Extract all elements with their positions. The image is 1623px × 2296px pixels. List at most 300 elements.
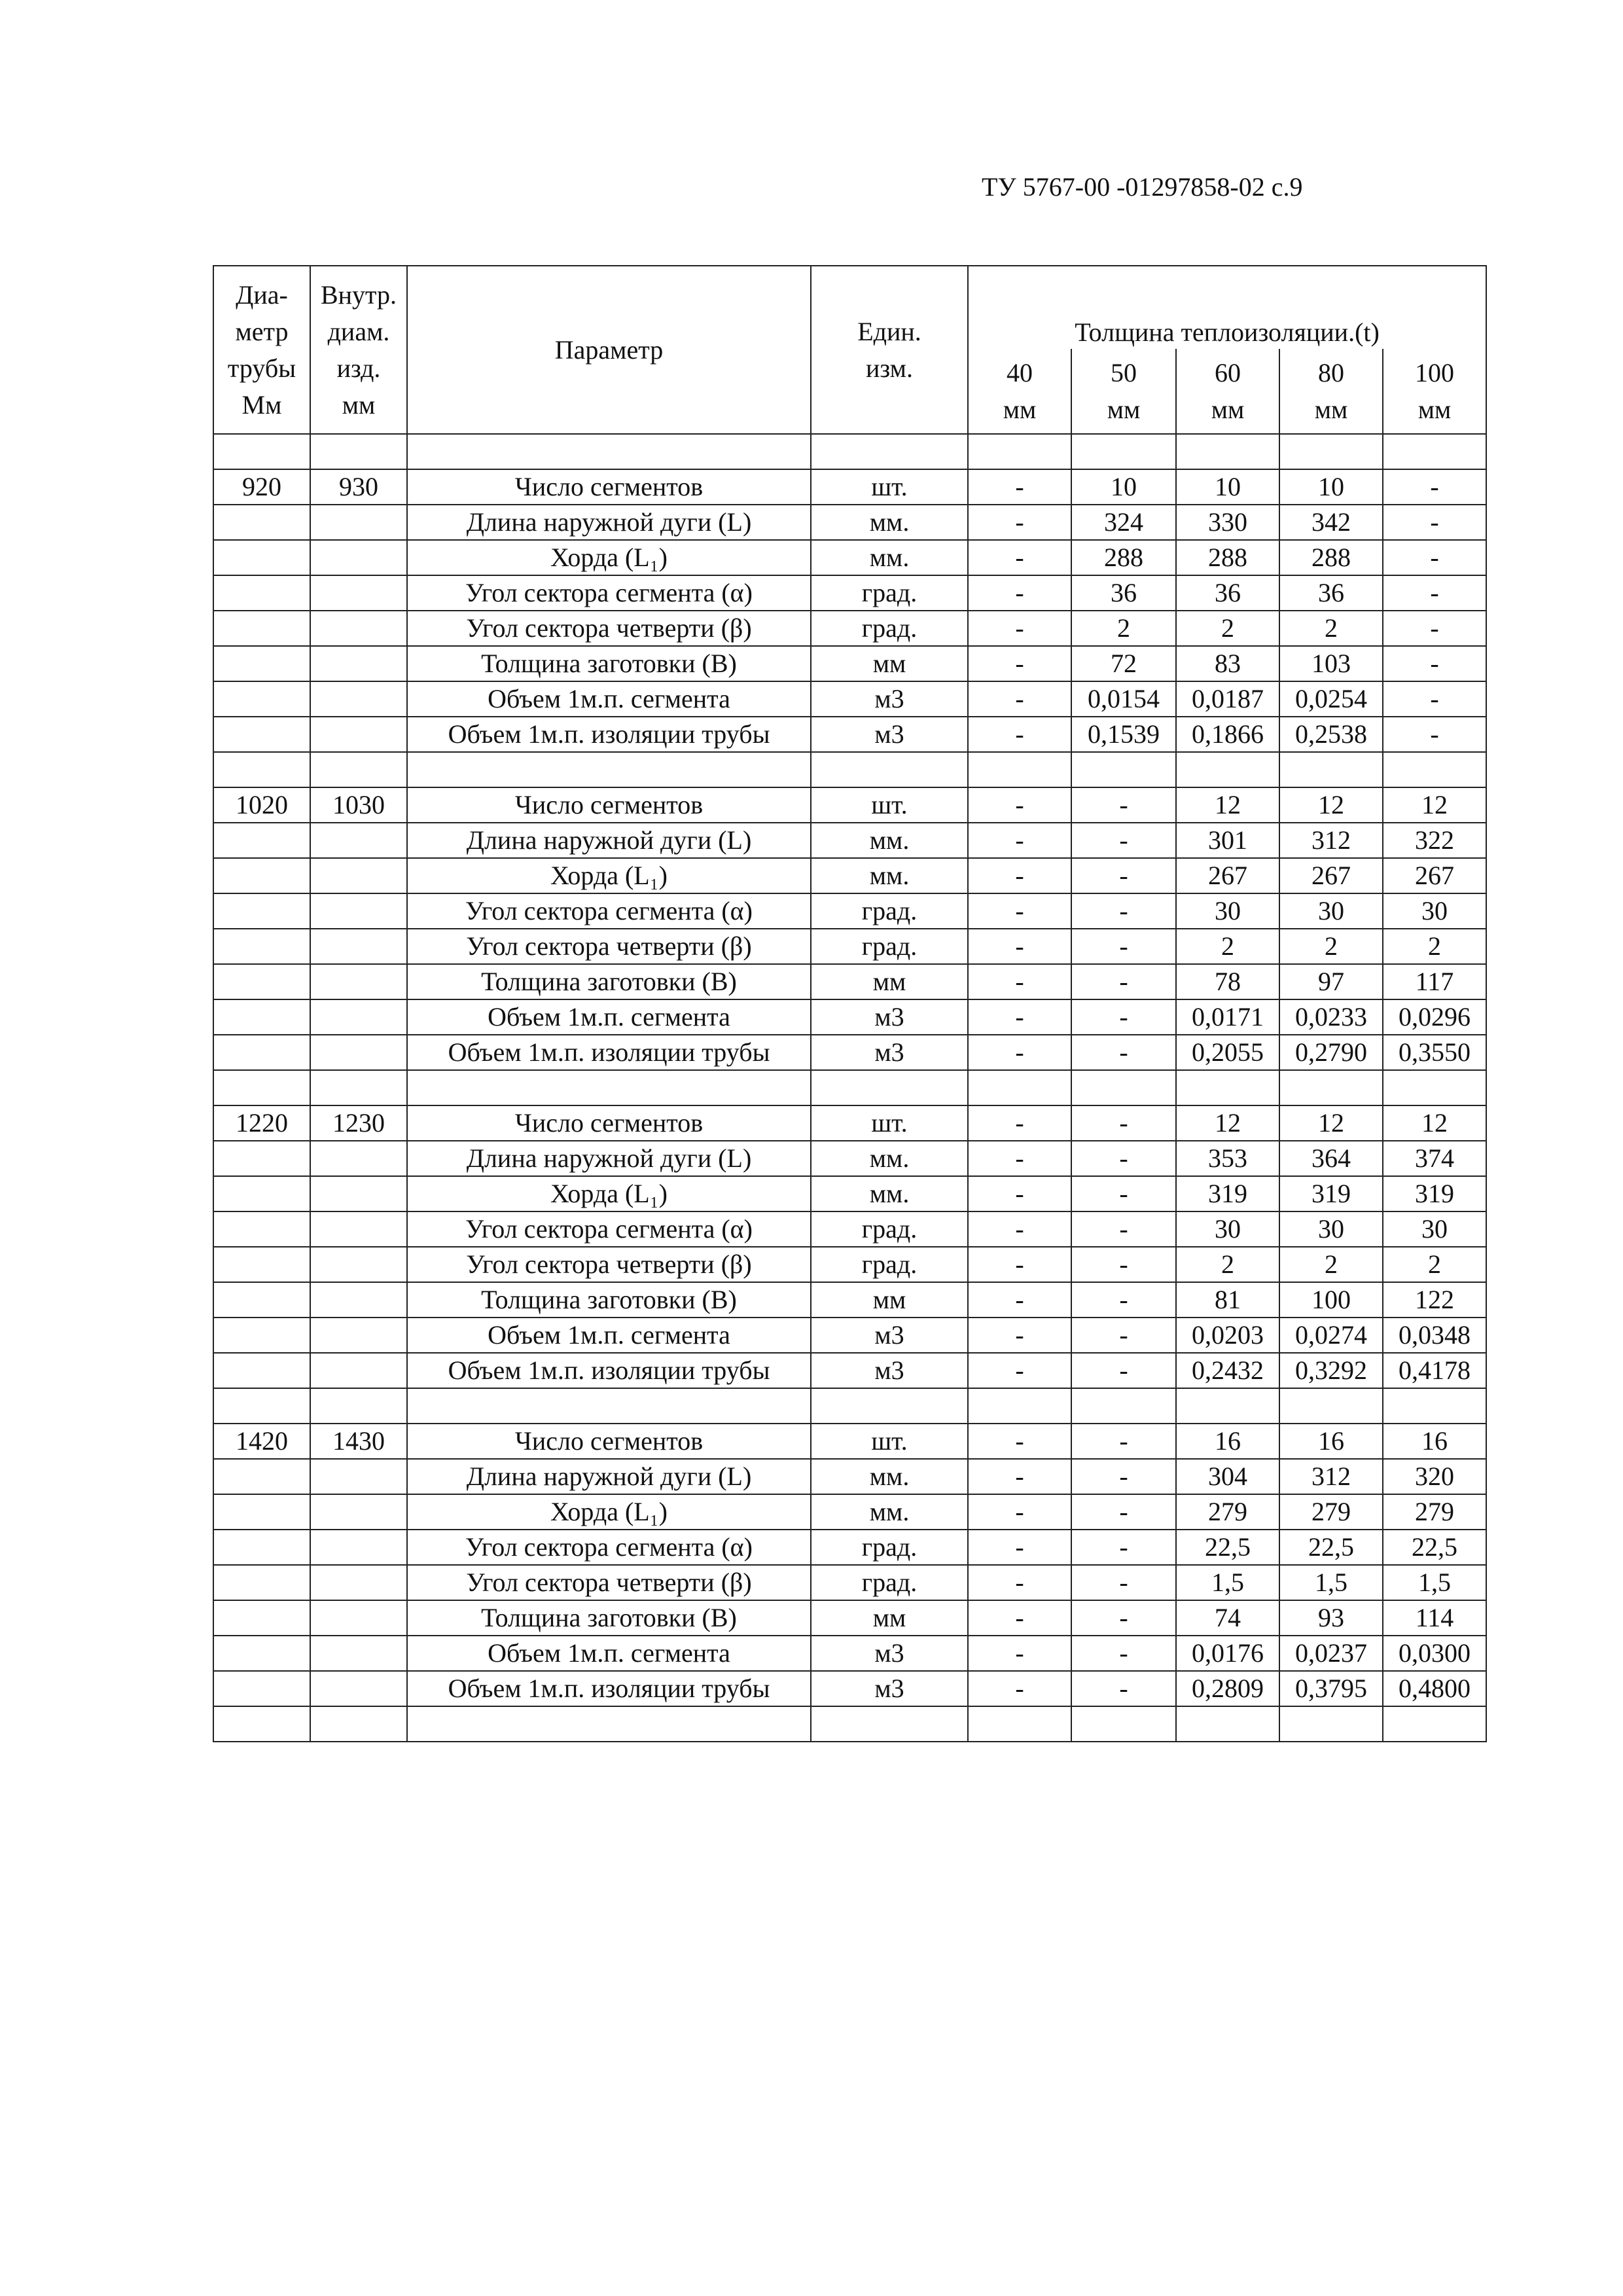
value-cell: 288 [1176, 540, 1279, 575]
value-cell: - [968, 1565, 1071, 1600]
value-cell: 122 [1383, 1282, 1486, 1318]
pipe-diameter-cell [213, 1671, 310, 1706]
pipe-diameter-cell [213, 1035, 310, 1070]
value-cell: 322 [1383, 823, 1486, 858]
value-cell: - [1071, 1530, 1176, 1565]
value-cell: 0,0176 [1176, 1636, 1279, 1671]
value-cell: 12 [1383, 787, 1486, 823]
value-cell: - [1071, 823, 1176, 858]
value-cell: - [968, 1600, 1071, 1636]
table-row [213, 611, 1486, 646]
unit-cell: мм. [811, 540, 968, 575]
parameter-cell: Число сегментов [407, 1424, 811, 1459]
unit-cell: град. [811, 1247, 968, 1282]
value-cell: - [968, 646, 1071, 681]
value-cell: - [1071, 1282, 1176, 1318]
col-header-thickness-3: 80 мм [1279, 349, 1383, 434]
value-cell: 279 [1176, 1494, 1279, 1530]
value-cell: 1,5 [1383, 1565, 1486, 1600]
value-cell: - [1071, 1600, 1176, 1636]
table-row [213, 1035, 1486, 1070]
table-row [213, 929, 1486, 964]
value-cell: 342 [1279, 505, 1383, 540]
value-cell: - [1071, 1636, 1176, 1671]
value-cell: 267 [1279, 858, 1383, 893]
value-cell: 81 [1176, 1282, 1279, 1318]
value-cell: 2 [1176, 1247, 1279, 1282]
value-cell: 279 [1383, 1494, 1486, 1530]
inner-diameter-cell [310, 717, 407, 752]
value-cell: 267 [1383, 858, 1486, 893]
value-cell: - [968, 1459, 1071, 1494]
value-cell: - [1071, 1424, 1176, 1459]
parameter-cell: Длина наружной дуги (L) [407, 505, 811, 540]
value-cell: - [968, 1176, 1071, 1211]
value-cell: - [968, 505, 1071, 540]
value-cell: - [1071, 1459, 1176, 1494]
header-spacer-row [213, 434, 1486, 469]
value-cell: - [1071, 1247, 1176, 1282]
value-cell: 16 [1383, 1424, 1486, 1459]
value-cell: - [1071, 1035, 1176, 1070]
value-cell: 2 [1279, 611, 1383, 646]
value-cell: 0,4800 [1383, 1671, 1486, 1706]
value-cell: 0,0274 [1279, 1318, 1383, 1353]
value-cell: 304 [1176, 1459, 1279, 1494]
table-row [213, 1600, 1486, 1636]
inner-diameter-cell [310, 1247, 407, 1282]
value-cell: - [1383, 646, 1486, 681]
value-cell: 22,5 [1383, 1530, 1486, 1565]
inner-diameter-cell [310, 929, 407, 964]
value-cell: 0,1866 [1176, 717, 1279, 752]
inner-diameter-cell [310, 1176, 407, 1211]
value-cell: 0,3550 [1383, 1035, 1486, 1070]
value-cell: - [968, 999, 1071, 1035]
pipe-diameter-cell [213, 823, 310, 858]
value-cell: - [968, 611, 1071, 646]
unit-cell: мм. [811, 823, 968, 858]
value-cell: - [1383, 681, 1486, 717]
value-cell: 319 [1383, 1176, 1486, 1211]
col-header-unit: Един. изм. [811, 266, 968, 434]
insulation-spec-table [213, 265, 1487, 1742]
pipe-diameter-cell [213, 1600, 310, 1636]
unit-cell: шт. [811, 787, 968, 823]
col-header-thickness-group: Толщина теплоизоляции.(t) [968, 266, 1486, 349]
parameter-cell: Хорда (L₁) [407, 858, 811, 893]
table-row [213, 1282, 1486, 1318]
value-cell: - [968, 964, 1071, 999]
value-cell: 12 [1176, 1105, 1279, 1141]
value-cell: - [968, 893, 1071, 929]
value-cell: - [968, 681, 1071, 717]
parameter-cell: Объем 1м.п. сегмента [407, 999, 811, 1035]
inner-diameter-cell [310, 1353, 407, 1388]
value-cell: 0,0348 [1383, 1318, 1486, 1353]
value-cell: 319 [1176, 1176, 1279, 1211]
value-cell: - [1071, 1141, 1176, 1176]
parameter-cell: Объем 1м.п. изоляции трубы [407, 717, 811, 752]
value-cell: - [1071, 1176, 1176, 1211]
table-row [213, 540, 1486, 575]
inner-diameter-cell [310, 575, 407, 611]
value-cell: 12 [1279, 787, 1383, 823]
inner-diameter-cell [310, 1494, 407, 1530]
inner-diameter-cell [310, 611, 407, 646]
col-header-thickness-4: 100 мм [1383, 349, 1486, 434]
value-cell: 0,1539 [1071, 717, 1176, 752]
parameter-cell: Объем 1м.п. сегмента [407, 681, 811, 717]
value-cell: 2 [1383, 929, 1486, 964]
value-cell: - [968, 469, 1071, 505]
value-cell: - [1071, 858, 1176, 893]
group-spacer-row [213, 1706, 1486, 1742]
unit-cell: мм [811, 1600, 968, 1636]
unit-cell: град. [811, 611, 968, 646]
value-cell: 312 [1279, 823, 1383, 858]
value-cell: - [968, 1141, 1071, 1176]
value-cell: 97 [1279, 964, 1383, 999]
value-cell: 0,0300 [1383, 1636, 1486, 1671]
table-row [213, 1353, 1486, 1388]
inner-diameter-cell: 1430 [310, 1424, 407, 1459]
value-cell: 0,0154 [1071, 681, 1176, 717]
value-cell: 22,5 [1176, 1530, 1279, 1565]
value-cell: 16 [1279, 1424, 1383, 1459]
table-row [213, 681, 1486, 717]
value-cell: 12 [1383, 1105, 1486, 1141]
inner-diameter-cell [310, 1671, 407, 1706]
unit-cell: град. [811, 1211, 968, 1247]
document-reference: ТУ 5767-00 -01297858-02 с.9 [982, 172, 1303, 202]
parameter-cell: Толщина заготовки (В) [407, 646, 811, 681]
table-row [213, 1636, 1486, 1671]
pipe-diameter-cell [213, 540, 310, 575]
pipe-diameter-cell [213, 505, 310, 540]
inner-diameter-cell [310, 1565, 407, 1600]
table-row [213, 893, 1486, 929]
table-row [213, 1247, 1486, 1282]
parameter-cell: Хорда (L₁) [407, 540, 811, 575]
table-row [213, 823, 1486, 858]
parameter-cell: Угол сектора сегмента (α) [407, 1211, 811, 1247]
inner-diameter-cell [310, 893, 407, 929]
value-cell: 319 [1279, 1176, 1383, 1211]
value-cell: - [1383, 717, 1486, 752]
value-cell: 30 [1279, 893, 1383, 929]
col-header-thickness-0: 40 мм [968, 349, 1071, 434]
value-cell: 10 [1176, 469, 1279, 505]
pipe-diameter-cell [213, 929, 310, 964]
value-cell: 330 [1176, 505, 1279, 540]
unit-cell: град. [811, 1565, 968, 1600]
value-cell: 288 [1071, 540, 1176, 575]
value-cell: 83 [1176, 646, 1279, 681]
value-cell: 353 [1176, 1141, 1279, 1176]
table-row [213, 469, 1486, 505]
value-cell: 10 [1071, 469, 1176, 505]
parameter-cell: Длина наружной дуги (L) [407, 1459, 811, 1494]
parameter-cell: Толщина заготовки (В) [407, 1600, 811, 1636]
value-cell: 22,5 [1279, 1530, 1383, 1565]
inner-diameter-cell [310, 505, 407, 540]
value-cell: - [1383, 575, 1486, 611]
table-row [213, 1318, 1486, 1353]
value-cell: 114 [1383, 1600, 1486, 1636]
value-cell: - [968, 929, 1071, 964]
value-cell: - [968, 1636, 1071, 1671]
parameter-cell: Объем 1м.п. изоляции трубы [407, 1353, 811, 1388]
value-cell: - [1071, 1318, 1176, 1353]
pipe-diameter-cell [213, 1636, 310, 1671]
pipe-diameter-cell [213, 1211, 310, 1247]
value-cell: 0,0203 [1176, 1318, 1279, 1353]
parameter-cell: Толщина заготовки (В) [407, 1282, 811, 1318]
unit-cell: м3 [811, 681, 968, 717]
parameter-cell: Хорда (L₁) [407, 1176, 811, 1211]
value-cell: 30 [1176, 1211, 1279, 1247]
table-row [213, 1176, 1486, 1211]
value-cell: - [968, 1282, 1071, 1318]
value-cell: 0,0171 [1176, 999, 1279, 1035]
value-cell: - [1071, 1565, 1176, 1600]
parameter-cell: Толщина заготовки (В) [407, 964, 811, 999]
inner-diameter-cell [310, 540, 407, 575]
value-cell: 100 [1279, 1282, 1383, 1318]
table-row [213, 1671, 1486, 1706]
value-cell: 0,2790 [1279, 1035, 1383, 1070]
value-cell: 288 [1279, 540, 1383, 575]
col-header-parameter: Параметр [407, 266, 811, 434]
parameter-cell: Угол сектора четверти (β) [407, 611, 811, 646]
value-cell: - [1071, 999, 1176, 1035]
col-header-thickness-2: 60 мм [1176, 349, 1279, 434]
value-cell: 324 [1071, 505, 1176, 540]
group-spacer-row [213, 752, 1486, 787]
unit-cell: шт. [811, 1424, 968, 1459]
value-cell: 0,0296 [1383, 999, 1486, 1035]
pipe-diameter-cell: 1420 [213, 1424, 310, 1459]
value-cell: 0,0233 [1279, 999, 1383, 1035]
inner-diameter-cell [310, 823, 407, 858]
col-header-inner-diameter: Внутр. диам. изд. мм [310, 266, 407, 434]
parameter-cell: Угол сектора четверти (β) [407, 1247, 811, 1282]
value-cell: 0,0237 [1279, 1636, 1383, 1671]
inner-diameter-cell [310, 1530, 407, 1565]
parameter-cell: Объем 1м.п. сегмента [407, 1318, 811, 1353]
value-cell: 74 [1176, 1600, 1279, 1636]
unit-cell: мм [811, 964, 968, 999]
value-cell: 364 [1279, 1141, 1383, 1176]
unit-cell: мм. [811, 505, 968, 540]
value-cell: 0,2055 [1176, 1035, 1279, 1070]
parameter-cell: Объем 1м.п. сегмента [407, 1636, 811, 1671]
inner-diameter-cell [310, 681, 407, 717]
pipe-diameter-cell [213, 1282, 310, 1318]
value-cell: - [1071, 893, 1176, 929]
inner-diameter-cell [310, 1318, 407, 1353]
value-cell: 1,5 [1176, 1565, 1279, 1600]
value-cell: - [968, 575, 1071, 611]
unit-cell: м3 [811, 1035, 968, 1070]
pipe-diameter-cell [213, 1565, 310, 1600]
pipe-diameter-cell: 1020 [213, 787, 310, 823]
value-cell: 36 [1176, 575, 1279, 611]
pipe-diameter-cell [213, 999, 310, 1035]
value-cell: 36 [1279, 575, 1383, 611]
inner-diameter-cell [310, 1211, 407, 1247]
inner-diameter-cell [310, 1459, 407, 1494]
pipe-diameter-cell [213, 575, 310, 611]
value-cell: 0,4178 [1383, 1353, 1486, 1388]
pipe-diameter-cell [213, 858, 310, 893]
inner-diameter-cell [310, 1282, 407, 1318]
parameter-cell: Угол сектора четверти (β) [407, 929, 811, 964]
table-row [213, 1494, 1486, 1530]
unit-cell: мм. [811, 858, 968, 893]
unit-cell: м3 [811, 1636, 968, 1671]
value-cell: - [1071, 1494, 1176, 1530]
value-cell: - [968, 823, 1071, 858]
table-row [213, 787, 1486, 823]
value-cell: 279 [1279, 1494, 1383, 1530]
value-cell: 2 [1279, 929, 1383, 964]
value-cell: 267 [1176, 858, 1279, 893]
value-cell: - [1071, 929, 1176, 964]
inner-diameter-cell: 930 [310, 469, 407, 505]
pipe-diameter-cell [213, 611, 310, 646]
pipe-diameter-cell [213, 717, 310, 752]
parameter-cell: Число сегментов [407, 1105, 811, 1141]
value-cell: - [968, 1105, 1071, 1141]
value-cell: 0,0187 [1176, 681, 1279, 717]
pipe-diameter-cell: 920 [213, 469, 310, 505]
table-row [213, 1530, 1486, 1565]
unit-cell: м3 [811, 1671, 968, 1706]
value-cell: 312 [1279, 1459, 1383, 1494]
inner-diameter-cell [310, 858, 407, 893]
value-cell: 374 [1383, 1141, 1486, 1176]
value-cell: 0,3795 [1279, 1671, 1383, 1706]
value-cell: 12 [1176, 787, 1279, 823]
pipe-diameter-cell [213, 1247, 310, 1282]
table-row [213, 1459, 1486, 1494]
unit-cell: м3 [811, 1318, 968, 1353]
value-cell: - [968, 1353, 1071, 1388]
unit-cell: град. [811, 893, 968, 929]
value-cell: 0,3292 [1279, 1353, 1383, 1388]
value-cell: 36 [1071, 575, 1176, 611]
table-row [213, 505, 1486, 540]
value-cell: 78 [1176, 964, 1279, 999]
value-cell: - [1071, 1211, 1176, 1247]
value-cell: 10 [1279, 469, 1383, 505]
table-row [213, 575, 1486, 611]
pipe-diameter-cell [213, 1459, 310, 1494]
table-row [213, 964, 1486, 999]
parameter-cell: Угол сектора сегмента (α) [407, 893, 811, 929]
inner-diameter-cell [310, 964, 407, 999]
value-cell: 103 [1279, 646, 1383, 681]
unit-cell: м3 [811, 999, 968, 1035]
inner-diameter-cell [310, 999, 407, 1035]
pipe-diameter-cell [213, 1176, 310, 1211]
value-cell: - [968, 540, 1071, 575]
value-cell: 2 [1176, 929, 1279, 964]
value-cell: - [1071, 964, 1176, 999]
pipe-diameter-cell [213, 1353, 310, 1388]
parameter-cell: Угол сектора сегмента (α) [407, 1530, 811, 1565]
table-row [213, 1105, 1486, 1141]
unit-cell: мм. [811, 1141, 968, 1176]
value-cell: - [968, 1530, 1071, 1565]
pipe-diameter-cell [213, 893, 310, 929]
table-row [213, 646, 1486, 681]
value-cell: 30 [1383, 893, 1486, 929]
value-cell: 16 [1176, 1424, 1279, 1459]
parameter-cell: Объем 1м.п. изоляции трубы [407, 1035, 811, 1070]
parameter-cell: Число сегментов [407, 469, 811, 505]
value-cell: 30 [1383, 1211, 1486, 1247]
inner-diameter-cell [310, 1636, 407, 1671]
pipe-diameter-cell [213, 1494, 310, 1530]
pipe-diameter-cell [213, 646, 310, 681]
value-cell: - [968, 1318, 1071, 1353]
table-row [213, 1424, 1486, 1459]
table-row [213, 717, 1486, 752]
inner-diameter-cell: 1230 [310, 1105, 407, 1141]
value-cell: - [968, 1211, 1071, 1247]
value-cell: - [968, 1035, 1071, 1070]
unit-cell: м3 [811, 717, 968, 752]
unit-cell: м3 [811, 1353, 968, 1388]
table-row [213, 999, 1486, 1035]
pipe-diameter-cell [213, 1141, 310, 1176]
value-cell: - [968, 1424, 1071, 1459]
pipe-diameter-cell [213, 1530, 310, 1565]
inner-diameter-cell [310, 1035, 407, 1070]
table-row [213, 858, 1486, 893]
value-cell: - [1071, 1671, 1176, 1706]
value-cell: - [1383, 540, 1486, 575]
group-spacer-row [213, 1070, 1486, 1105]
value-cell: 117 [1383, 964, 1486, 999]
unit-cell: град. [811, 1530, 968, 1565]
value-cell: 320 [1383, 1459, 1486, 1494]
value-cell: 2 [1176, 611, 1279, 646]
unit-cell: мм. [811, 1494, 968, 1530]
col-header-thickness-1: 50 мм [1071, 349, 1176, 434]
unit-cell: град. [811, 575, 968, 611]
unit-cell: мм. [811, 1176, 968, 1211]
pipe-diameter-cell [213, 1318, 310, 1353]
value-cell: 72 [1071, 646, 1176, 681]
value-cell: 2 [1071, 611, 1176, 646]
table-row [213, 1565, 1486, 1600]
value-cell: 2 [1383, 1247, 1486, 1282]
value-cell: 0,2538 [1279, 717, 1383, 752]
parameter-cell: Число сегментов [407, 787, 811, 823]
value-cell: - [1383, 505, 1486, 540]
value-cell: 2 [1279, 1247, 1383, 1282]
parameter-cell: Объем 1м.п. изоляции трубы [407, 1671, 811, 1706]
value-cell: 1,5 [1279, 1565, 1383, 1600]
inner-diameter-cell: 1030 [310, 787, 407, 823]
col-header-pipe-diameter: Диа- метр трубы Мм [213, 266, 310, 434]
inner-diameter-cell [310, 1141, 407, 1176]
parameter-cell: Длина наружной дуги (L) [407, 1141, 811, 1176]
